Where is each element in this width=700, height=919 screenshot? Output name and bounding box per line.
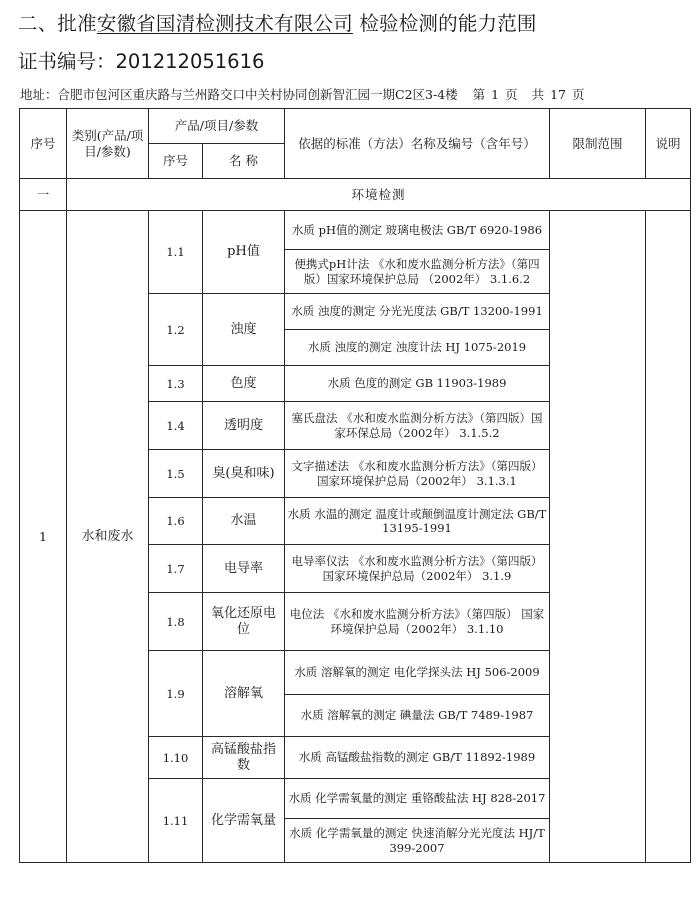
header-row bbox=[20, 109, 691, 144]
page-number: 1 bbox=[491, 87, 500, 102]
item-name: 高锰酸盐指数 bbox=[203, 737, 285, 779]
standard-method: 水质 浊度的测定 浊度计法 HJ 1075-2019 bbox=[285, 330, 550, 366]
standard-method: 水质 溶解氧的测定 电化学探头法 HJ 506-2009 bbox=[285, 651, 550, 695]
cert-value: 201212051616 bbox=[115, 50, 265, 73]
item-name: 氧化还原电位 bbox=[203, 593, 285, 651]
header-limit: 限制范围 bbox=[550, 109, 646, 179]
item-number: 1.8 bbox=[149, 593, 203, 651]
total-prefix: 共 bbox=[531, 87, 545, 102]
item-number: 1.6 bbox=[149, 498, 203, 545]
standard-method: 水质 化学需氧量的测定 快速消解分光光度法 HJ/T 399-2007 bbox=[285, 819, 550, 863]
page-total: 17 bbox=[550, 87, 567, 102]
item-number: 1.2 bbox=[149, 294, 203, 366]
standard-method: 文字描述法 《水和废水监测分析方法》（第四版）国家环境保护总局（2002年） 3.1.3.1 bbox=[285, 450, 550, 498]
header-name: 名 称 bbox=[203, 144, 285, 179]
item-name: 水温 bbox=[203, 498, 285, 545]
group-seq: 1 bbox=[20, 211, 67, 863]
total-suffix: 页 bbox=[572, 87, 585, 102]
item-number: 1.7 bbox=[149, 545, 203, 593]
address-text: 地址：合肥市包河区重庆路与兰州路交口中关村协同创新智汇园一期C2区3-4楼 bbox=[20, 87, 458, 102]
group-name: 水和废水 bbox=[67, 211, 149, 863]
page-prefix: 第 bbox=[472, 87, 486, 102]
standard-method: 水质 pH值的测定 玻璃电极法 GB/T 6920-1986 bbox=[285, 211, 550, 250]
standard-method: 塞氏盘法 《水和废水监测分析方法》（第四版）国家环保总局（2002年） 3.1.5.2 bbox=[285, 402, 550, 450]
certificate-number bbox=[18, 46, 264, 74]
standard-method: 电位法 《水和废水监测分析方法》（第四版） 国家环境保护总局（2002年） 3.1.10 bbox=[285, 593, 550, 651]
header-sub-seq: 序号 bbox=[149, 144, 203, 179]
item-name: 溶解氧 bbox=[203, 651, 285, 737]
document-title bbox=[18, 8, 537, 36]
standard-method: 水质 水温的测定 温度计或颠倒温度计测定法 GB/T 13195-1991 bbox=[285, 498, 550, 545]
address-line bbox=[20, 85, 588, 103]
item-name: 透明度 bbox=[203, 402, 285, 450]
item-name: 臭(臭和味) bbox=[203, 450, 285, 498]
standard-method: 水质 化学需氧量的测定 重铬酸盐法 HJ 828-2017 bbox=[285, 779, 550, 819]
item-number: 1.1 bbox=[149, 211, 203, 294]
standard-method: 电导率仪法 《水和废水监测分析方法》（第四版） 国家环境保护总局（2002年） 3.1.9 bbox=[285, 545, 550, 593]
standard-method: 水质 高锰酸盐指数的测定 GB/T 11892-1989 bbox=[285, 737, 550, 779]
header-note: 说明 bbox=[646, 109, 691, 179]
item-name: 电导率 bbox=[203, 545, 285, 593]
item-name: 化学需氧量 bbox=[203, 779, 285, 863]
company-name: 安徽省国清检测技术有限公司 bbox=[96, 12, 353, 35]
capability-table bbox=[19, 108, 691, 863]
title-suffix: 检验检测的能力范围 bbox=[359, 12, 537, 35]
header-seq: 序号 bbox=[20, 109, 67, 179]
title-prefix: 二、批准 bbox=[18, 12, 97, 35]
page-mid: 页 bbox=[505, 87, 518, 102]
item-number: 1.11 bbox=[149, 779, 203, 863]
section-name: 环境检测 bbox=[67, 179, 691, 211]
item-name: pH值 bbox=[203, 211, 285, 294]
item-number: 1.9 bbox=[149, 651, 203, 737]
item-number: 1.4 bbox=[149, 402, 203, 450]
table-row bbox=[20, 211, 691, 250]
cert-label: 证书编号： bbox=[18, 50, 116, 73]
note-cell bbox=[646, 211, 691, 863]
section-row bbox=[20, 179, 691, 211]
page-indicator bbox=[470, 87, 588, 102]
header-standard: 依据的标准（方法）名称及编号（含年号） bbox=[285, 109, 550, 179]
standard-method: 水质 浊度的测定 分光光度法 GB/T 13200-1991 bbox=[285, 294, 550, 330]
standard-method: 水质 色度的测定 GB 11903-1989 bbox=[285, 366, 550, 402]
standard-method: 水质 溶解氧的测定 碘量法 GB/T 7489-1987 bbox=[285, 695, 550, 737]
limit-range-cell bbox=[550, 211, 646, 863]
section-seq: 一 bbox=[20, 179, 67, 211]
item-name: 色度 bbox=[203, 366, 285, 402]
item-number: 1.10 bbox=[149, 737, 203, 779]
item-number: 1.5 bbox=[149, 450, 203, 498]
header-category: 类别(产品/项目/参数) bbox=[67, 109, 149, 179]
header-param-group: 产品/项目/参数 bbox=[149, 109, 285, 144]
standard-method: 便携式pH计法 《水和废水监测分析方法》（第四版）国家环境保护总局 （2002年） 3.1.6.2 bbox=[285, 250, 550, 294]
item-number: 1.3 bbox=[149, 366, 203, 402]
item-name: 浊度 bbox=[203, 294, 285, 366]
